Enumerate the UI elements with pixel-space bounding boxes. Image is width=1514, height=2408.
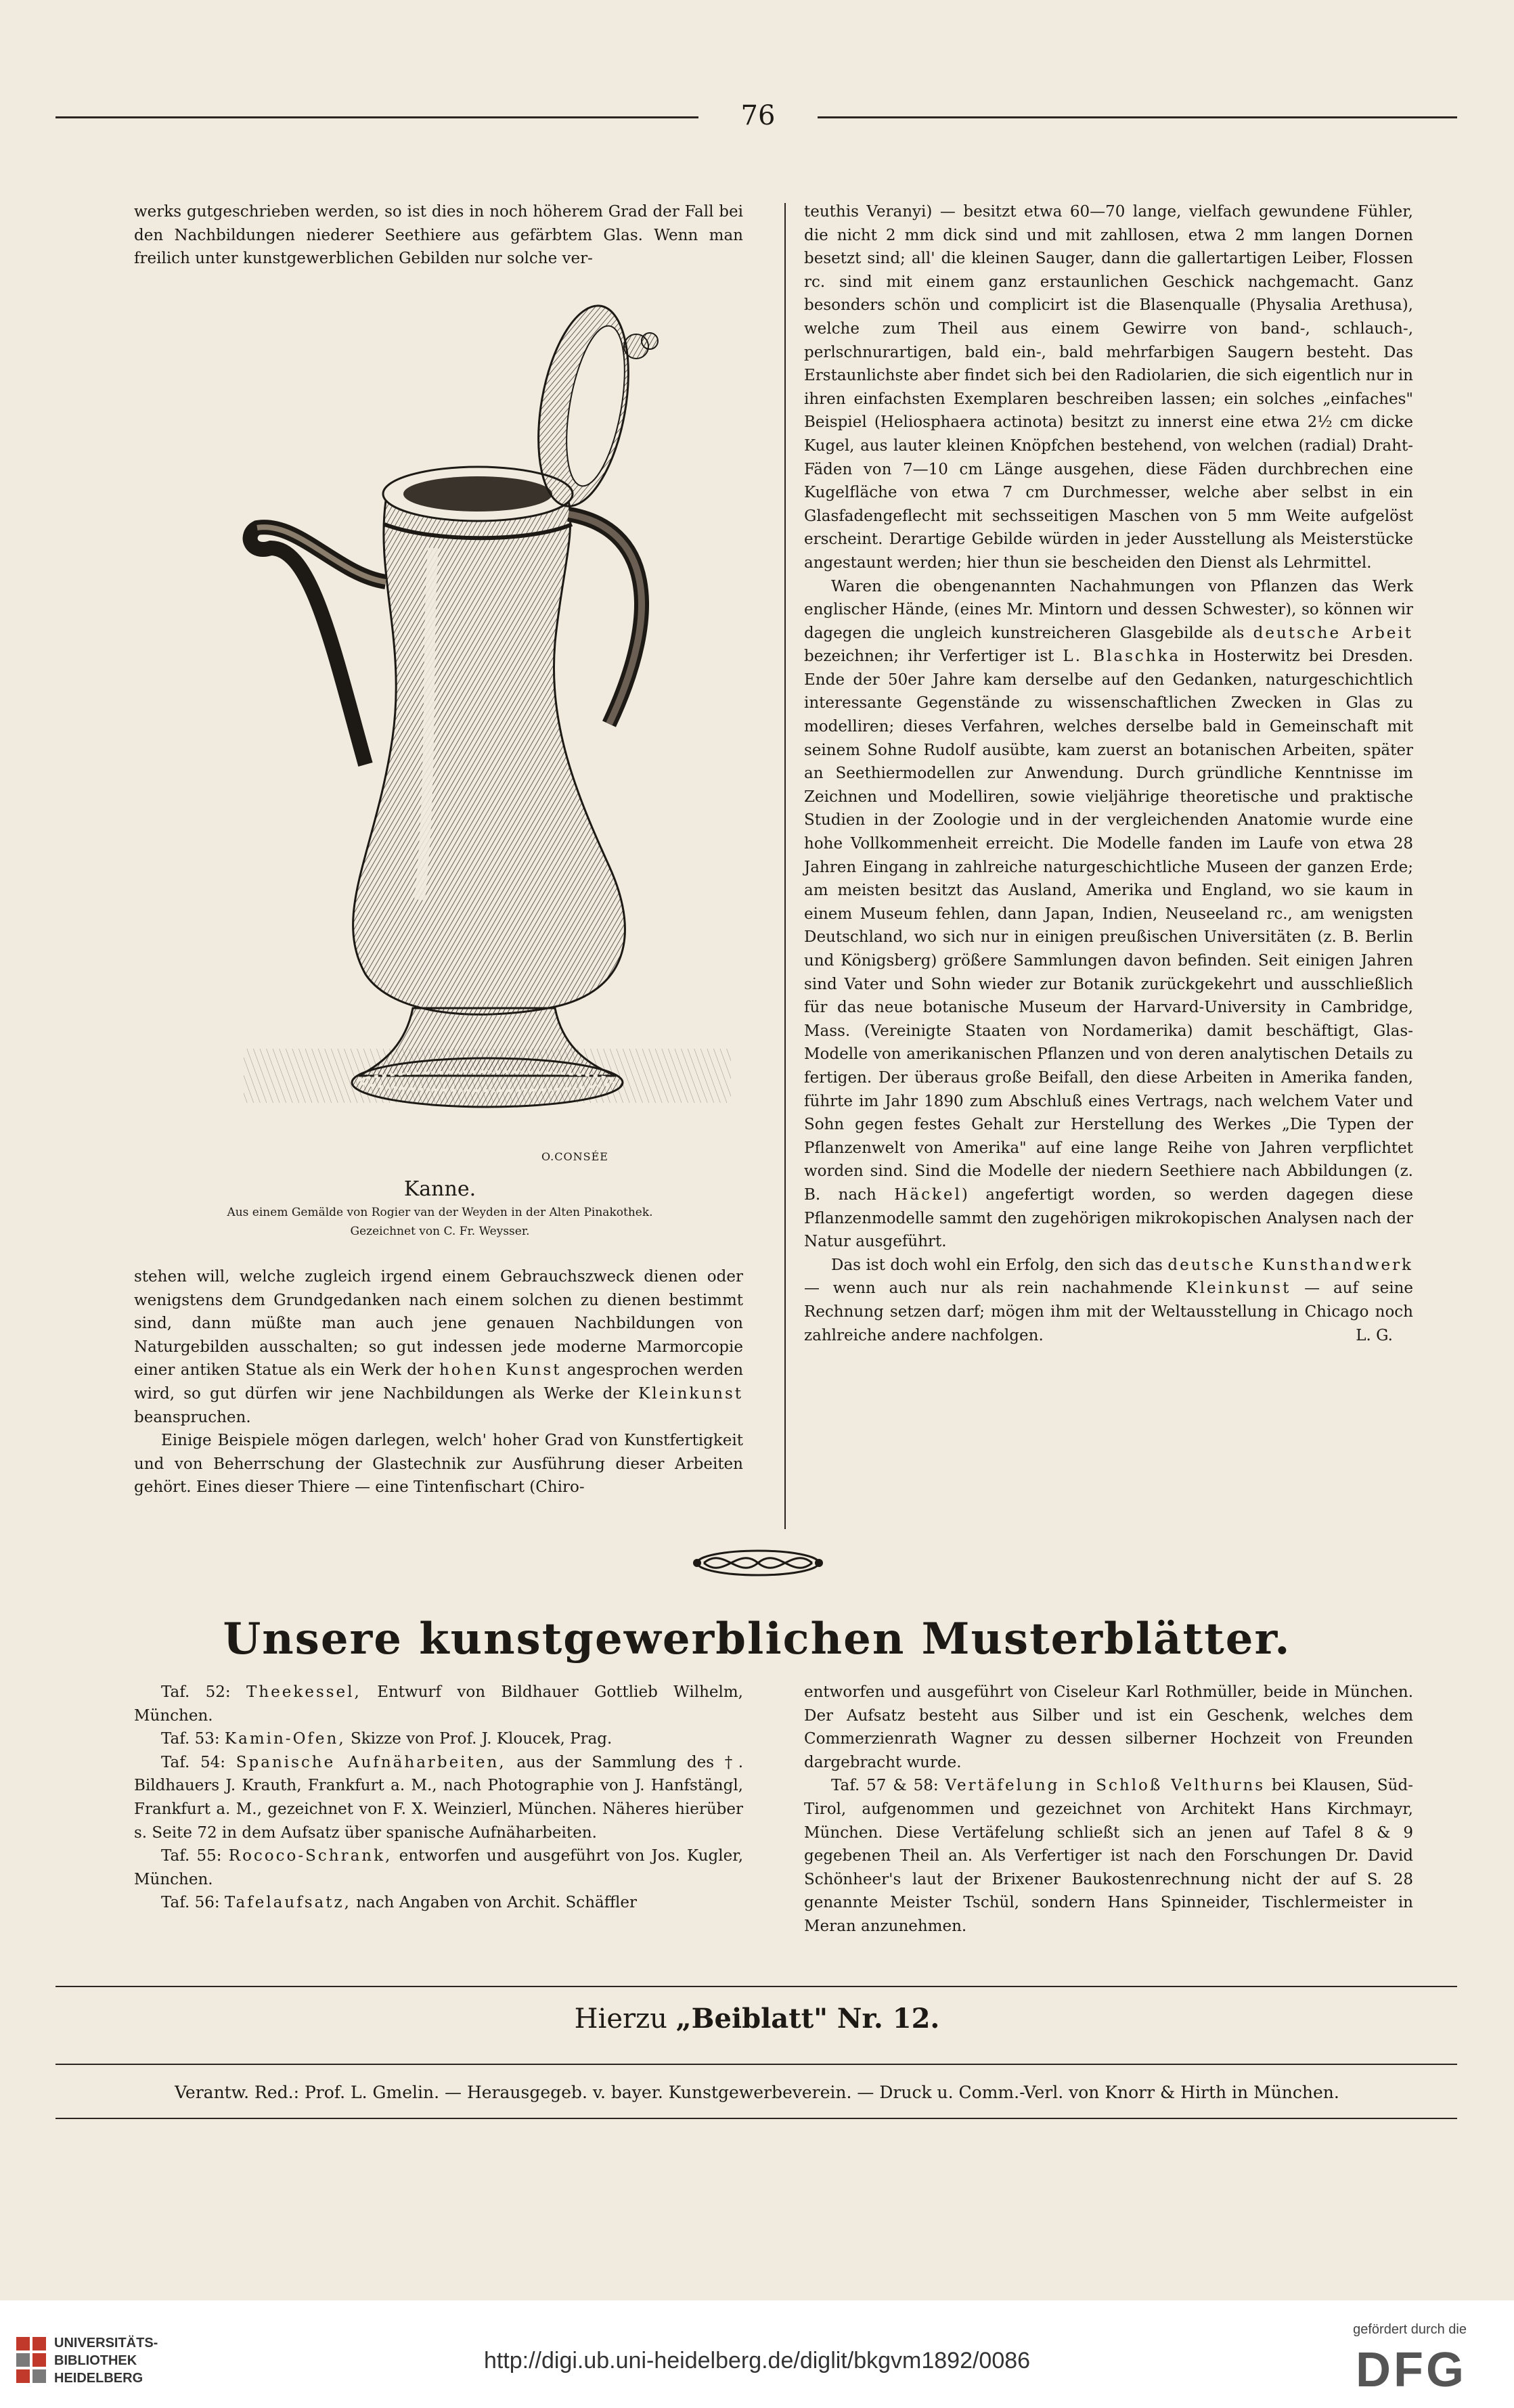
figure-caption-line1: Aus einem Gemälde von Rogier van der Weyden in der Alten Pinakothek.: [227, 1206, 653, 1219]
right-paragraph-1: teuthis Veranyi) — besitzt etwa 60—70 lange, vielfach gewundene Fühler, die nicht 2 mm dick sind und mit zahllosen, etwa 2 mm langen Dornen besetzt sind; all' die kleinen Sauger, dann die gallertartigen Leiber, Flossen rc. sind mit einem ganz erstaunlichen Geschick nachgemacht. Ganz besonders schön und complicirt ist die Blasenqualle (Physalia Arethusa), welche zum Theil aus einem Gewirre von band-, schlauch-, perlschnurartigen, bald ein-, bald mehrfarbigen Saugern besteht. Das Erstaunlichste aber findet sich bei den Radiolarien, die sich eigentlich nur in ihren einfachsten Exemplaren beschreiben lassen; ein solches „einfaches" Beispiel (Heliosphaera actinota) besitzt zu innerst eine etwa 2½ cm dicke Kugel, aus lauter kleinen Knöpfchen bestehend, von welchen (radial) Draht-Fäden von 7—10 cm Länge ausgehen, diese Fäden durchbrechen eine Kugelfläche von etwa 7 cm Durchmesser, welche aber selbst in ein Glasfadengeflecht mit sechsseitigen Maschen von 5 mm Weite aufgelöst erscheint. Derartige Gebilde würden in jeder Ausstellung als Meisterstücke angestaunt werden; hier thun sie bescheiden den Dienst als Lehrmittel.: [804, 203, 1413, 572]
hierzu-rule-top: [55, 1986, 1457, 1987]
column-divider: [784, 203, 786, 1529]
article-signature: L. G.: [1356, 1326, 1393, 1344]
permalink-url[interactable]: http://digi.ub.uni-heidelberg.de/diglit/bkgvm1892/0086: [483, 2348, 1031, 2373]
plates-left: [134, 1681, 743, 1915]
plates-right: [804, 1681, 1413, 1938]
jug-illustration: [230, 291, 744, 1164]
right-paragraph-3: Das ist doch wohl ein Erfolg, den sich das deutsche Kunsthandwerk — wenn auch nur als rein nachahmende Kleinkunst — auf seine Rechnung setzen darf; mögen ihm mit der Weltausstellung in Chicago noch zahlreiche andere nachfolgen. L. G.: [804, 1254, 1413, 1347]
left-paragraph-2: Einige Beispiele mögen darlegen, welch' hoher Grad von Kunstfertigkeit und von Beherrschung der Glastechnik zur Ausführung dieser Arbeiten gehört. Eines dieser Thiere — eine Tintenfischart (Chiro-: [134, 1432, 743, 1497]
imprint-footer: Verantw. Red.: Prof. L. Gmelin. — Herausgegeb. v. bayer. Kunstgewerbeverein. — Druck u. Comm.-Verl. von Knorr & Hirth in München.: [175, 2083, 1339, 2102]
plate-56: Taf. 56: Tafelaufsatz, nach Angaben von Archit. Schäffler: [161, 1894, 638, 1912]
plate-52: Taf. 52: Theekessel, Entwurf von Bildhauer Gottlieb Wilhelm, München.: [134, 1683, 743, 1725]
left-top-text: werks gutgeschrieben werden, so ist dies in noch höherem Grad der Fall bei den Nachbildungen niederer Seethiere aus gefärbtem Glas. Wenn man freilich unter kunstgewerblichen Gebilden nur solche ver-: [134, 203, 743, 268]
dfg-logo: DFG: [1356, 2343, 1467, 2397]
right-paragraph-2: Waren die obengenannten Nachahmungen von Pflanzen das Werk englischer Hände, (eines Mr. Mintorn und dessen Schwester), so können wir dagegen die ungleich kunstreicheren Glasgebilde als deutsche Arbeit bezeichnen; ihr Verfertiger ist L. Blaschka in Hosterwitz bei Dresden. Ende der 50er Jahre kam derselbe auf den Gedanken, naturgeschichtlich interessante Gegenstände zu wissenschaftlichen Zwecken in Glas zu modelliren; dieses Verfahren, welches derselbe bald in Gemeinschaft mit seinem Sohne Rudolf ausübte, kam zuerst an botanischen Arbeiten, später an Seethiermodellen zur Anwendung. Durch gründliche Kenntnisse im Zeichnen und Modelliren, sowie vieljährige theoretische und praktische Studien in der Zoologie und in der vergleichenden Anatomie wurde eine hohe Vollkommenheit erreicht. Die Modelle fanden im Laufe von etwa 28 Jahren Eingang in zahlreiche naturgeschichtliche Museen der ganzen Erde; am meisten besitzt das Ausland, Amerika und England, wo sie kaum in einem Museum fehlen, dann Japan, Indien, Neuseeland rc., am wenigsten Deutschland, wo sich nur in einigen preußischen Universitäten (z. B. Berlin und Königsberg) größere Sammlungen davon befinden. Seit einigen Jahren sind Vater und Sohn wieder zur Botanik zurückgekehrt und ausschließlich für das neue botanische Museum der Harvard-University in Cambridge, Mass. (Vereinigte Staaten von Nordamerika) damit beschäftigt, Glas-Modelle von amerikanischen Pflanzen und von deren analytischen Details zu fertigen. Der überaus große Beifall, den diese Arbeiten in Amerika fanden, führte im Jahr 1890 zum Abschluß eines Vertrags, nach welchem Vater und Sohn gegen festes Gehalt zur Herstellung des Werkes „Die Typen der Pflanzenwelt von Amerika" auf eine lange Reihe von Jahren verpflichtet worden sind. Sind die Modelle der niedern Seethiere nach Abbildungen (z. B. nach Häckel) angefertigt worden, so werden dagegen diese Pflanzenmodelle sammt den zugehörigen mikrokopischen Analysen nach der Natur ausgeführt.: [804, 577, 1414, 1251]
ornament-divider: [690, 1543, 826, 1583]
page-number: 76: [740, 100, 776, 131]
figure-caption-line2: Gezeichnet von C. Fr. Weysser.: [350, 1225, 530, 1238]
section-heading: Unsere kunstgewerblichen Musterblätter.: [223, 1614, 1291, 1664]
figure-signature: O.CONSÉE: [541, 1150, 608, 1163]
hierzu-rule-bottom: [55, 2064, 1457, 2065]
plate-56-continued: entworfen und ausgeführt von Ciseleur Karl Rothmüller, beide in München. Der Aufsatz besteht aus Silber und ist ein Geschenk, welches dem Commerzienrath Wagner zu dessen silberner Hochzeit von Freunden dargebracht wurde.: [804, 1683, 1413, 1771]
right-column-text: [804, 200, 1413, 1347]
library-name: UNIVERSITÄTS- BIBLIOTHEK HEIDELBERG: [54, 2336, 158, 2386]
header-rule-left: [55, 116, 698, 118]
left-bottom-text: [134, 1265, 743, 1499]
plate-57-58: Taf. 57 & 58: Vertäfelung in Schloß Velthurns bei Klausen, Süd-Tirol, aufgenommen und gezeichnet von Architekt Hans Kirchmayr, München. Diese Vertäfelung schließt sich an jenen auf Tafel 8 & 9 gegebenen Theil an. Als Verfertiger ist nach den Forschungen Dr. David Schönheer's laut der Brixener Baukostenrechnung nicht der auf S. 28 genannte Meister Tschül, sondern Hans Spinneider, Tischlermeister in Meran anzunehmen.: [804, 1777, 1413, 1935]
plate-55: Taf. 55: Rococo-Schrank, entworfen und ausgeführt von Jos. Kugler, München.: [134, 1847, 744, 1888]
left-paragraph-1: stehen will, welche zugleich irgend einem Gebrauchszweck dienen oder wenigstens dem Grundgedanken nach einem solchen zu dienen bestimmt sind, dann müßte man auch jene genauen Nachbildungen von Naturgebilden ausschalten; so gut indessen jede moderne Marmorcopie einer antiken Statue als ein Werk der hohen Kunst angesprochen werden wird, so gut dürfen wir jene Nachbildungen als Werke der Kleinkunst beanspruchen.: [134, 1268, 744, 1426]
figure-caption-title: Kanne.: [403, 1177, 476, 1201]
header-rule-right: [818, 116, 1457, 118]
footer-rule: [55, 2118, 1457, 2119]
plate-54: Taf. 54: Spanische Aufnäharbeiten, aus der Sammlung des †. Bildhauers J. Krauth, Frankfurt a. M., nach Photographie von J. Hanfstängl, Frankfurt a. M., gezeichnet von F. X. Weinzierl, München. Näheres hierüber s. Seite 72 in dem Aufsatz über spanische Aufnäharbeiten.: [134, 1753, 744, 1842]
hierzu-line: Hierzu „Beiblatt" Nr. 12.: [574, 2003, 940, 2035]
plate-53: Taf. 53: Kamin-Ofen, Skizze von Prof. J. Kloucek, Prag.: [161, 1730, 613, 1748]
sponsor-text: gefördert durch die: [1353, 2322, 1467, 2337]
